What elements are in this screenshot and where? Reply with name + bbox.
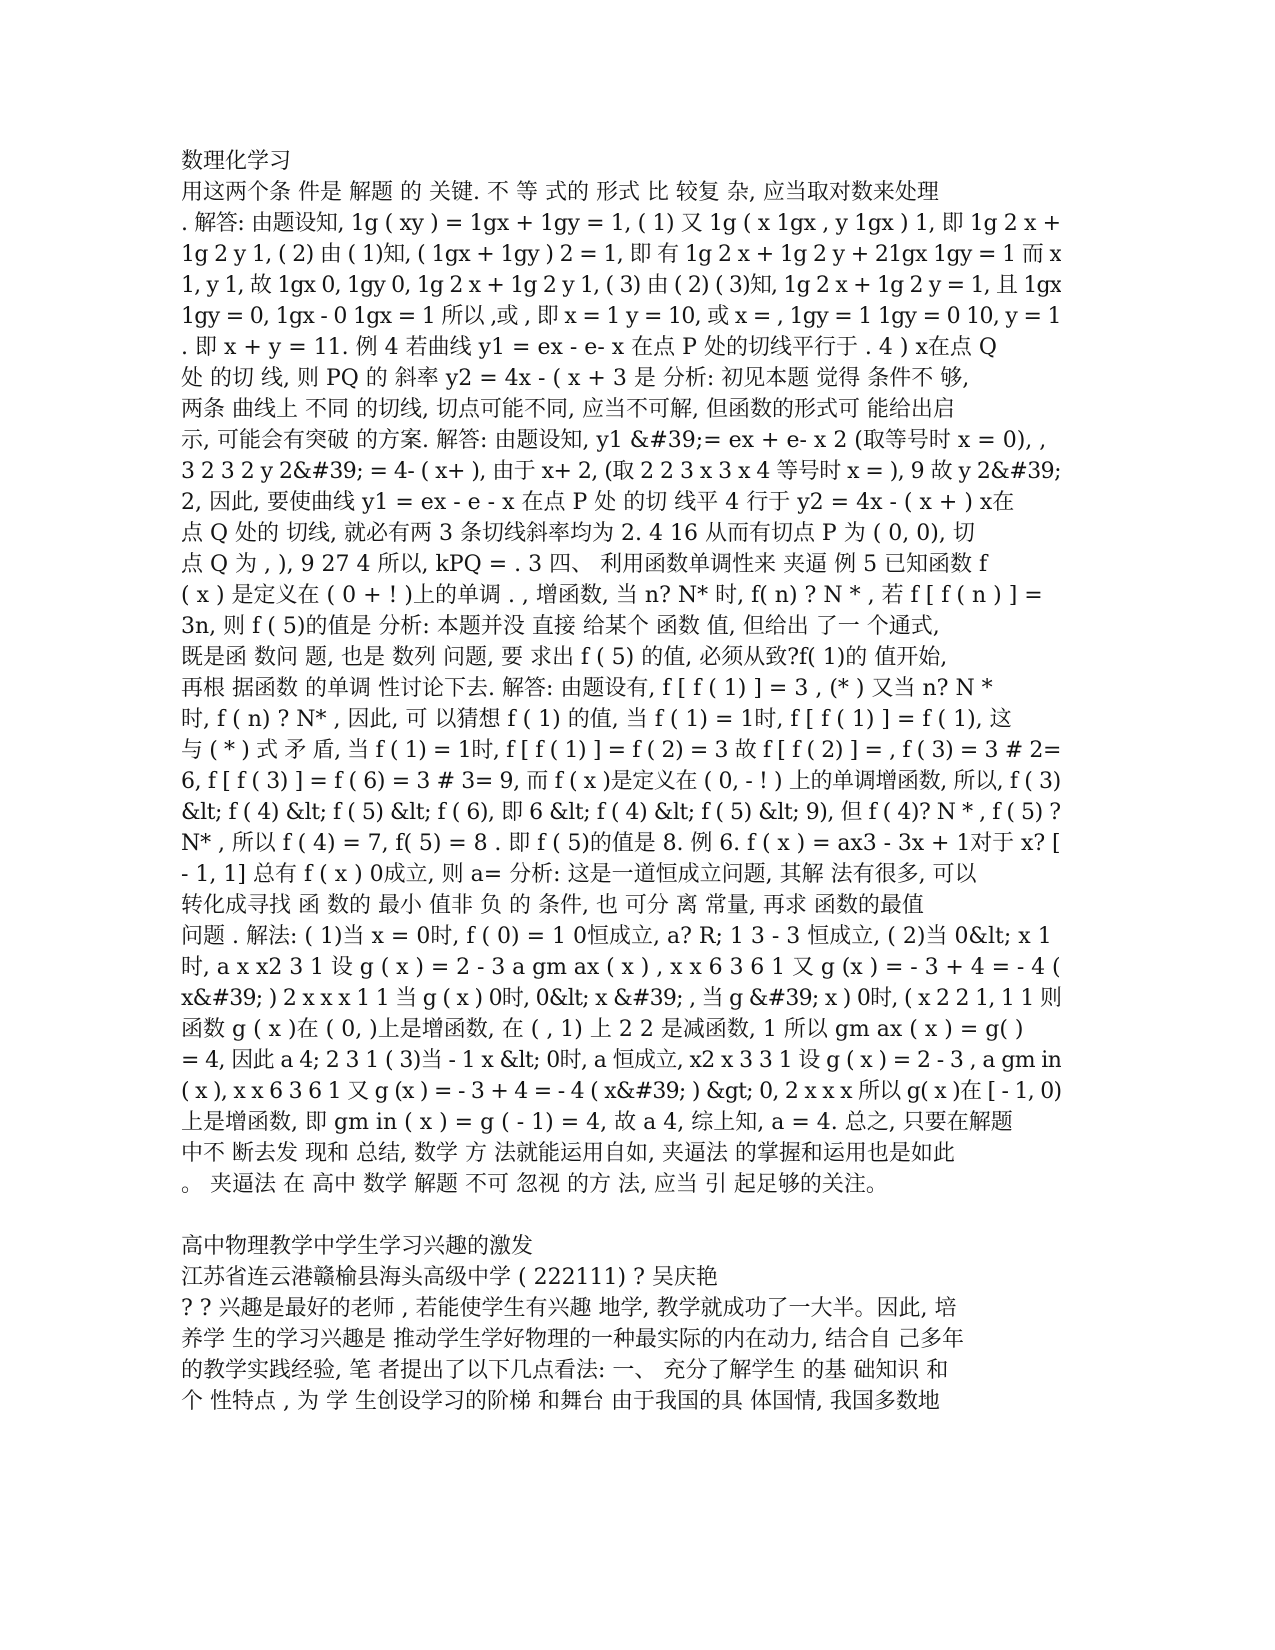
text-line: 3n, 则 f ( 5)的值是 分析: 本题并没 直接 给某个 函数 值, 但给出 了一 个通式, <box>181 614 940 639</box>
text-line: 时, f ( n) ? N* , 因此, 可 以猜想 f ( 1) 的值, 当 f ( 1) = 1时, f [ f ( 1) ] = f ( 1), 这 <box>181 707 1012 732</box>
text-line: 个 性特点 , 为 学 生创设学习的阶梯 和舞台 由于我国的具 体国情, 我国多数地 <box>181 1389 940 1414</box>
section-heading: 数理化学习 <box>181 149 292 174</box>
text-line: 再根 据函数 的单调 性讨论下去. 解答: 由题设有, f [ f ( 1) ] = 3 , (* ) 又当 n? N * <box>181 676 993 701</box>
article-title: 高中物理教学中学生学习兴趣的激发 <box>181 1234 534 1259</box>
text-line: ( x ) 是定义在 ( 0 + ! )上的单调 . , 增函数, 当 n? N* 时, f( n) ? N * , 若 f [ f ( n ) ] = <box>181 583 1043 608</box>
text-line: 1gy = 0, 1gx - 0 1gx = 1 所以 ,或 , 即 x = 1 y = 10, 或 x = , 1gy = 1 1gy = 0 10, y = 1 <box>181 304 1061 329</box>
text-line: 处 的切 线, 则 PQ 的 斜率 y2 = 4x - ( x + 3 是 分析: 初见本题 觉得 条件不 够, <box>181 366 970 391</box>
text-line: 的教学实践经验, 笔 者提出了以下几点看法: 一、 充分了解学生 的基 础知识 和 <box>181 1358 949 1383</box>
text-line: &lt; f ( 4) &lt; f ( 5) &lt; f ( 6), 即 6 &lt; f ( 4) &lt; f ( 5) &lt; 9), 但 f ( 4)? N * , f ( 5) ? <box>181 800 1061 825</box>
text-line: 两条 曲线上 不同 的切线, 切点可能不同, 应当不可解, 但函数的形式可 能给出启 <box>181 397 955 422</box>
text-line: . 解答: 由题设知, 1g ( xy ) = 1gx + 1gy = 1, ( 1) 又 1g ( x 1gx , y 1gx ) 1, 即 1g 2 x + <box>181 211 1061 236</box>
text-line: 转化成寻找 函 数的 最小 值非 负 的 条件, 也 可分 离 常量, 再求 函数的最值 <box>181 893 924 918</box>
text-line: N* , 所以 f ( 4) = 7, f( 5) = 8 . 即 f ( 5)的值是 8. 例 6. f ( x ) = ax3 - 3x + 1对于 x? [ <box>181 831 1061 856</box>
text-line: 点 Q 为 , ), 9 27 4 所以, kPQ = . 3 四、 利用函数单调性来 夹逼 例 5 已知函数 f <box>181 552 988 577</box>
section-gap <box>181 1200 1061 1231</box>
text-line: ? ? 兴趣是最好的老师 , 若能使学生有兴趣 地学, 教学就成功了一大半。因此, 培 <box>181 1296 957 1321</box>
text-line: 1g 2 y 1, ( 2) 由 ( 1)知, ( 1gx + 1gy ) 2 = 1, 即 有 1g 2 x + 1g 2 y + 21gx 1gy = 1 而 x <box>181 242 1061 267</box>
text-line: 上是增函数, 即 gm in ( x ) = g ( - 1) = 4, 故 a 4, 综上知, a = 4. 总之, 只要在解题 <box>181 1110 1013 1135</box>
text-line: . 即 x + y = 11. 例 4 若曲线 y1 = ex - e- x 在点 P 处的切线平行于 . 4 ) x在点 Q <box>181 335 997 360</box>
text-line: 6, f [ f ( 3) ] = f ( 6) = 3 # 3= 9, 而 f ( x )是定义在 ( 0, - ! ) 上的单调增函数, 所以, f ( 3) <box>181 769 1061 794</box>
article-continuation <box>181 146 1061 1200</box>
text-line: ( x ), x x 6 3 6 1 又 g (x ) = - 3 + 4 = - 4 ( x&#39; ) &gt; 0, 2 x x x 所以 g( x )在 [ - 1, 0) <box>181 1079 1061 1104</box>
text-line: 函数 g ( x )在 ( 0, )上是增函数, 在 ( , 1) 上 2 2 是减函数, 1 所以 gm ax ( x ) = g( ) <box>181 1017 1024 1042</box>
article-header <box>181 1231 1061 1293</box>
text-line: = 4, 因此 a 4; 2 3 1 ( 3)当 - 1 x &lt; 0时, a 恒成立, x2 x 3 3 1 设 g ( x ) = 2 - 3 , a gm in <box>181 1048 1061 1073</box>
text-line: 2, 因此, 要使曲线 y1 = ex - e - x 在点 P 处 的切 线平 4 行于 y2 = 4x - ( x + ) x在 <box>181 490 1015 515</box>
text-line: 中不 断去发 现和 总结, 数学 方 法就能运用自如, 夹逼法 的掌握和运用也是如此 <box>181 1141 955 1166</box>
text-line: 3 2 3 2 y 2&#39; = 4- ( x+ ), 由于 x+ 2, (取 2 2 3 x 3 x 4 等号时 x = ), 9 故 y 2&#39; <box>181 459 1061 484</box>
article-body <box>181 1293 1061 1417</box>
text-line: 与 ( * ) 式 矛 盾, 当 f ( 1) = 1时, f [ f ( 1) ] = f ( 2) = 3 故 f [ f ( 2) ] = , f ( 3) = 3 # 2= <box>181 738 1061 763</box>
text-line: 问题 . 解法: ( 1)当 x = 0时, f ( 0) = 1 0恒成立, a? R; 1 3 - 3 恒成立, ( 2)当 0&lt; x 1 <box>181 924 1052 949</box>
text-line: 用这两个条 件是 解题 的 关键. 不 等 式的 形式 比 较复 杂, 应当取对数来处理 <box>181 180 939 205</box>
author-affiliation: 江苏省连云港赣榆县海头高级中学 ( 222111) ? 吴庆艳 <box>181 1265 718 1290</box>
document-page <box>181 146 1061 1417</box>
text-line: 既是函 数问 题, 也是 数列 问题, 要 求出 f ( 5) 的值, 必须从致?f( 1)的 值开始, <box>181 645 948 670</box>
text-line: 养学 生的学习兴趣是 推动学生学好物理的一种最实际的内在动力, 结合自 己多年 <box>181 1327 964 1352</box>
text-line: x&#39; ) 2 x x x 1 1 当 g ( x ) 0时, 0&lt; x &#39; , 当 g &#39; x ) 0时, ( x 2 2 1, 1 1 则 <box>181 986 1061 1011</box>
text-line: 。 夹逼法 在 高中 数学 解题 不可 忽视 的方 法, 应当 引 起足够的关注。 <box>181 1172 888 1197</box>
text-line: 1, y 1, 故 1gx 0, 1gy 0, 1g 2 x + 1g 2 y 1, ( 3) 由 ( 2) ( 3)知, 1g 2 x + 1g 2 y = 1, 且 1gx <box>181 273 1061 298</box>
text-line: 时, a x x2 3 1 设 g ( x ) = 2 - 3 a gm ax ( x ) , x x 6 3 6 1 又 g (x ) = - 3 + 4 = - 4 ( <box>181 955 1061 980</box>
text-line: 点 Q 处的 切线, 就必有两 3 条切线斜率均为 2. 4 16 从而有切点 P 为 ( 0, 0), 切 <box>181 521 975 546</box>
text-line: - 1, 1] 总有 f ( x ) 0成立, 则 a= 分析: 这是一道恒成立问题, 其解 法有很多, 可以 <box>181 862 977 887</box>
text-line: 示, 可能会有突破 的方案. 解答: 由题设知, y1 &#39;= ex + e- x 2 (取等号时 x = 0), , <box>181 428 1047 453</box>
